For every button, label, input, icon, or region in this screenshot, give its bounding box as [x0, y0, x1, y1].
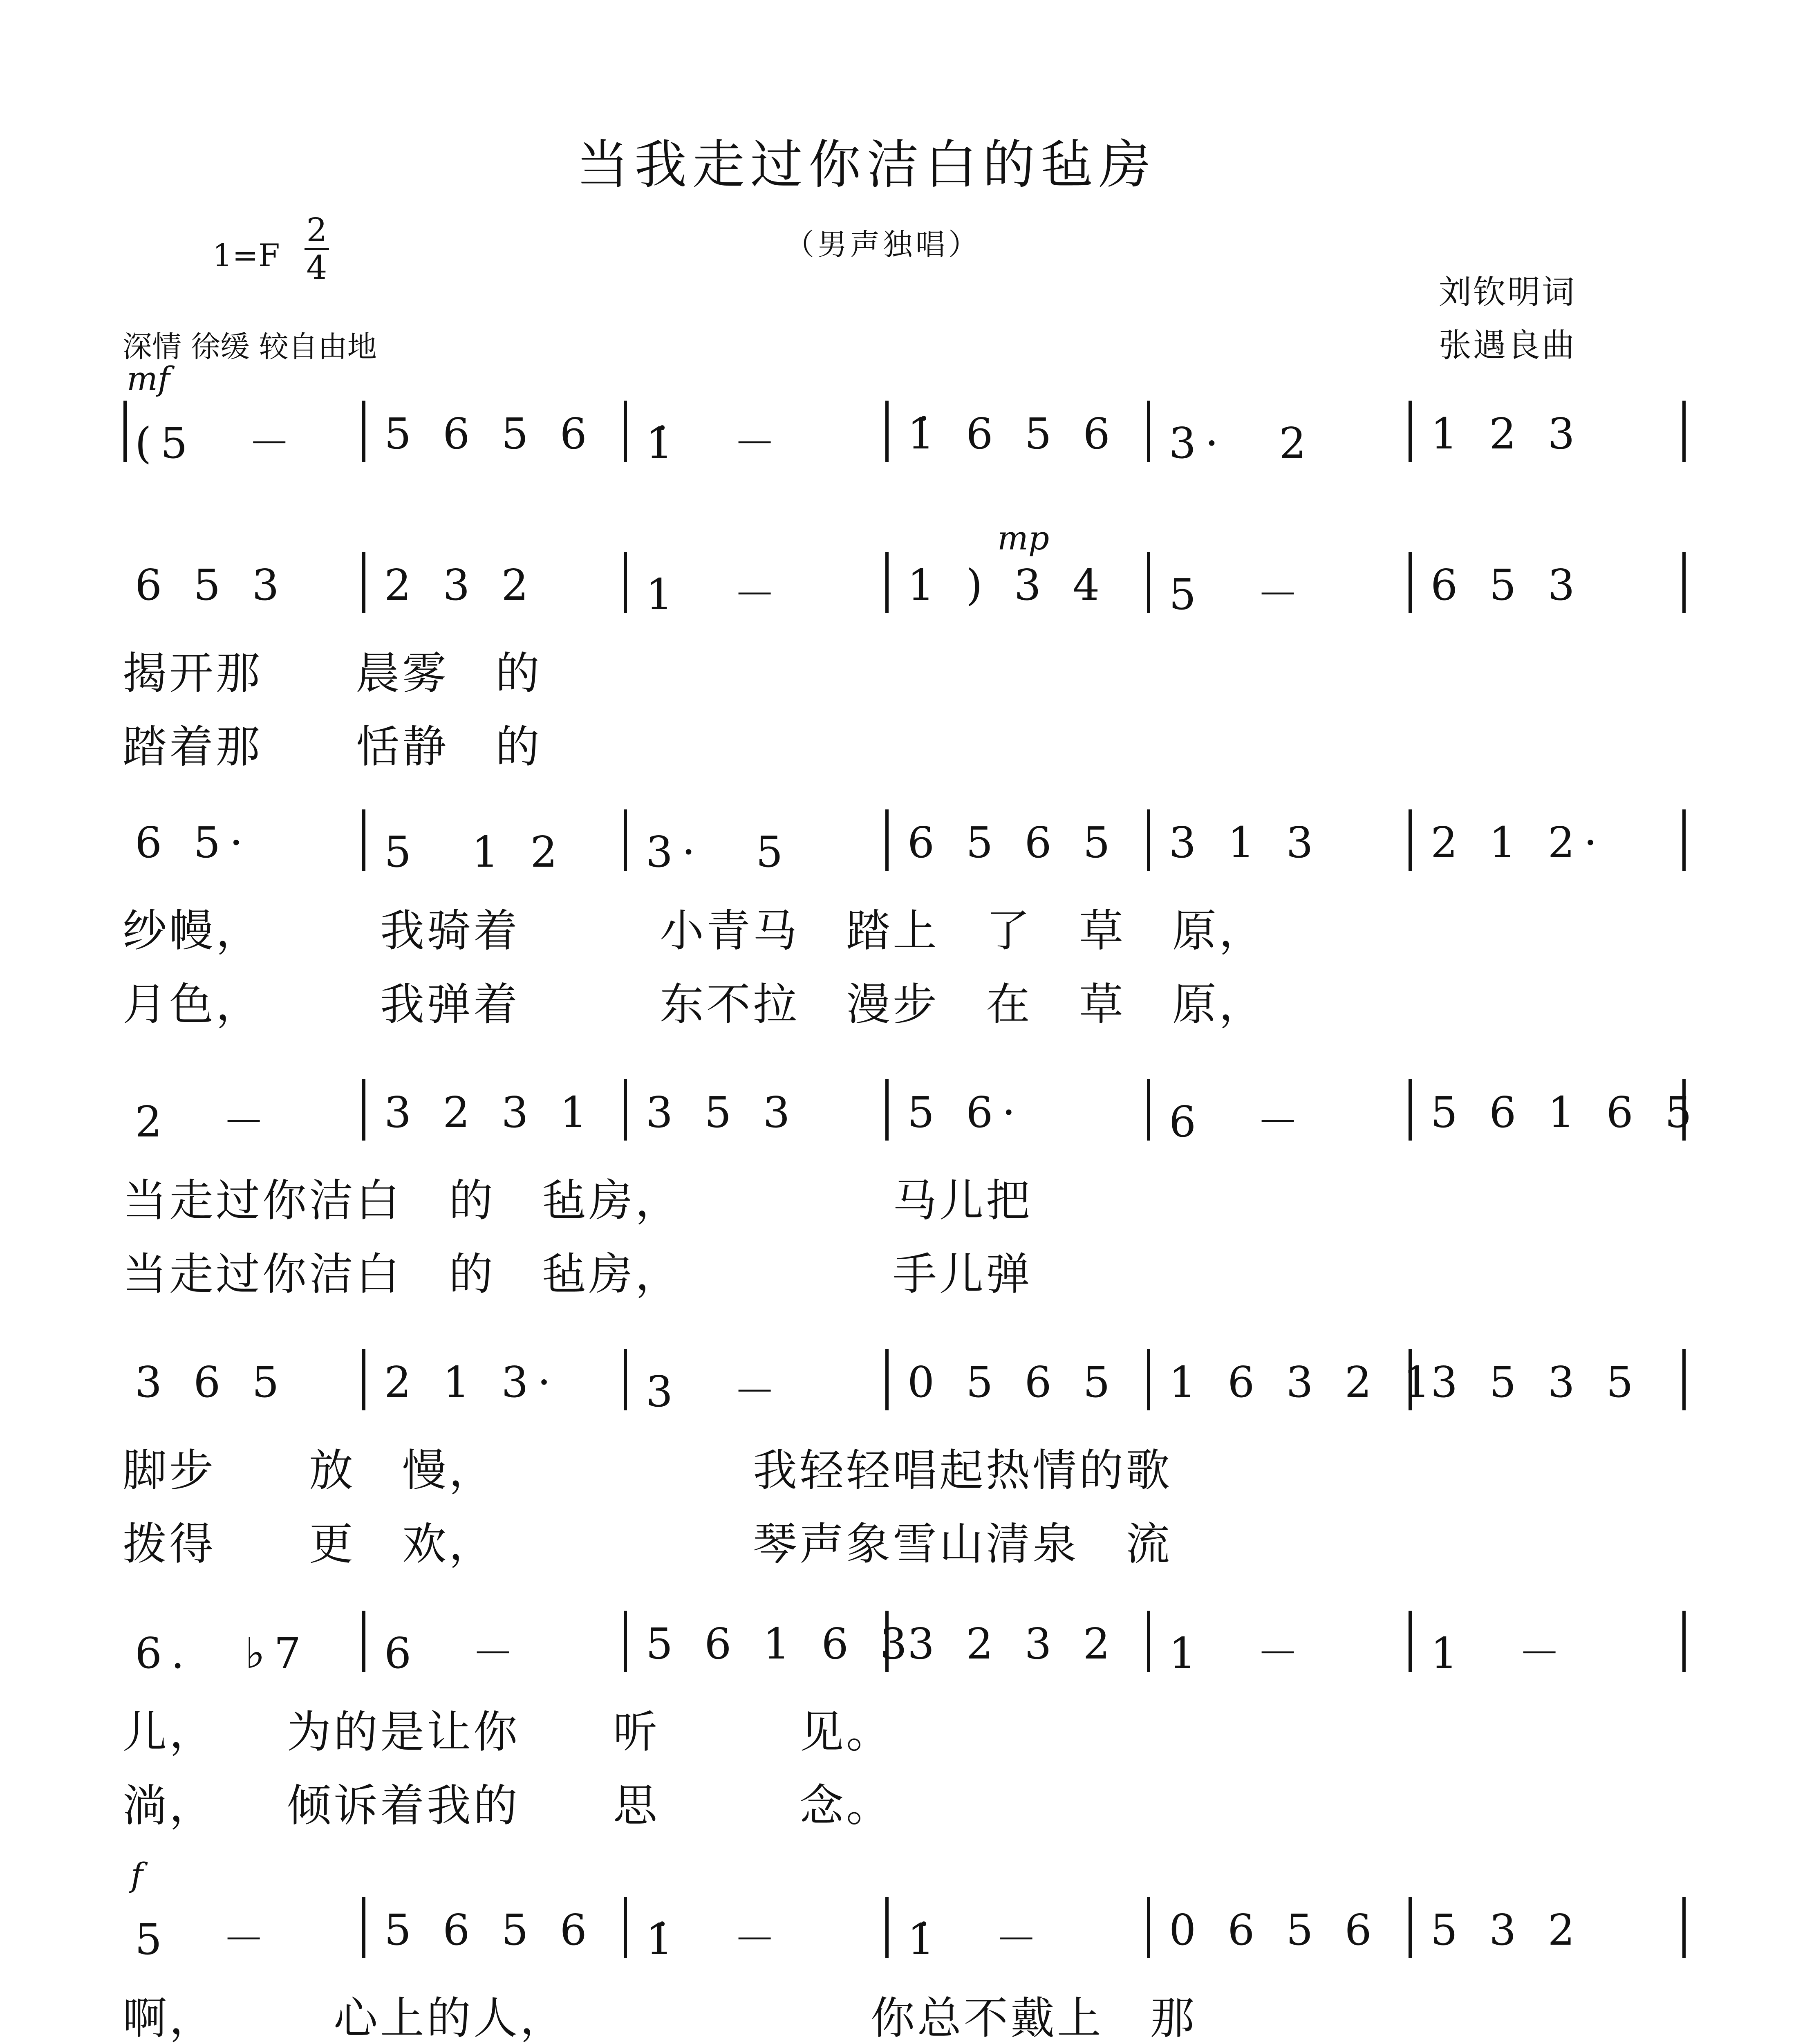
measure: 1 － [1169, 1628, 1308, 1678]
measure: 3 2 3 1 [384, 1087, 596, 1137]
measure: 5 － [135, 1914, 274, 1964]
measure: 6. ♭7 [135, 1628, 310, 1678]
score-system [123, 1889, 1692, 2044]
page-title: 当我走过你洁白的毡房 [576, 134, 1157, 195]
lyric-line-1: 当走过你洁白 的 毡房， 马儿把 [123, 1175, 1033, 1226]
dynamic-mf: mf [127, 360, 170, 398]
dynamic-f: f [131, 1856, 143, 1894]
score-system [123, 544, 1692, 773]
measure: 1̇ － [907, 1914, 1047, 1964]
measure: 2 3 2 [384, 560, 537, 610]
dynamic-mp: mp [997, 519, 1050, 557]
measure: 3 6 5 [135, 1357, 288, 1407]
measure: 3· 2 [1169, 418, 1315, 468]
measure: 6 5· [135, 818, 252, 867]
score-system [123, 1071, 1701, 1300]
measure: 5 6 1 6 5 [1431, 1087, 1701, 1137]
measure: (5 － [135, 418, 300, 468]
page-subtitle: （男声独唱） [785, 227, 981, 262]
measure: 3 2 3 2 [907, 1619, 1119, 1669]
measure: 5 6 1 6 3 [646, 1619, 916, 1669]
score-system [123, 392, 1692, 470]
key-signature [213, 237, 280, 273]
key-label: 1=F [213, 237, 280, 273]
measure: 5 6 5 6 [384, 409, 596, 459]
measure: 1 － [1431, 1628, 1570, 1678]
lyric-line-2: 月色， 我弹着 东不拉 漫步 在 草 原， [123, 979, 1266, 1030]
measure: 2 － [135, 1097, 274, 1147]
measure: 0 6 5 6 [1169, 1905, 1381, 1955]
score-system [123, 1602, 1692, 1831]
time-signature [305, 213, 329, 285]
score-system [123, 801, 1692, 1030]
measure: 1̇ 6 5 6 [907, 409, 1119, 459]
measure: 5 6· [907, 1087, 1025, 1137]
measure: 1 － [646, 569, 785, 619]
measure: 0 5 6 5 [907, 1357, 1119, 1407]
measure: 1 2 3 [1431, 409, 1584, 459]
lyric-line-2: 拨得 更 欢， 琴声象雪山清泉 流 [123, 1519, 1173, 1570]
lyric-line-1: 纱幔， 我骑着 小青马 踏上 了 草 原， [123, 905, 1266, 957]
measure: 5 1 2 [384, 827, 567, 877]
measure: 5 － [1169, 569, 1308, 619]
lyric-line-1: 脚步 放 慢， 我轻轻唱起热情的歌 [123, 1445, 1173, 1496]
measure: 6 － [1169, 1097, 1308, 1147]
time-numerator: 2 [306, 211, 327, 249]
lyric-line-2: 淌， 倾诉着我的 思 念。 [123, 1780, 893, 1831]
measure: 1̇ － [646, 1914, 785, 1964]
time-denominator: 4 [306, 249, 327, 287]
measure: 5 6 5 6 [384, 1905, 596, 1955]
measure: 3· 5 [646, 827, 792, 877]
measure: 3 5 3 5 [1431, 1357, 1642, 1407]
measure: 3 1 3 [1169, 818, 1322, 867]
lyric-line-2: 踏着那 恬静 的 [123, 722, 542, 773]
measure: 3 － [646, 1367, 785, 1416]
measure: 6 5 6 5 [907, 818, 1119, 867]
measure: 6 5 3 [135, 560, 288, 610]
measure: 6 － [384, 1628, 524, 1678]
lyric-line-1: 啊， 心上的人， 你总不戴上 那 [123, 1993, 1197, 2044]
measure: 1̇ － [646, 418, 785, 468]
lyric-line-1: 儿， 为的是让你 听 见。 [123, 1707, 893, 1758]
measure: 2 1 3· [384, 1357, 560, 1407]
composer-credit: 张遇良曲 [1439, 326, 1576, 364]
lyricist-credit: 刘钦明词 [1439, 273, 1576, 311]
measure: 1 ) 3 4 [907, 560, 1109, 610]
measure: 3 5 3 [646, 1087, 799, 1137]
measure: 1 6 3 2 1 [1169, 1357, 1440, 1407]
measure: 5 3 2 [1431, 1905, 1584, 1955]
measure: 6 5 3 [1431, 560, 1584, 610]
score-system [123, 1341, 1692, 1570]
tempo-marking: 深情 徐缓 较自由地 [123, 329, 377, 364]
measure: 2 1 2· [1431, 818, 1606, 867]
lyric-line-2: 当走过你洁白 的 毡房， 手儿弹 [123, 1249, 1033, 1300]
lyric-line-1: 揭开那 晨雾 的 [123, 648, 542, 699]
